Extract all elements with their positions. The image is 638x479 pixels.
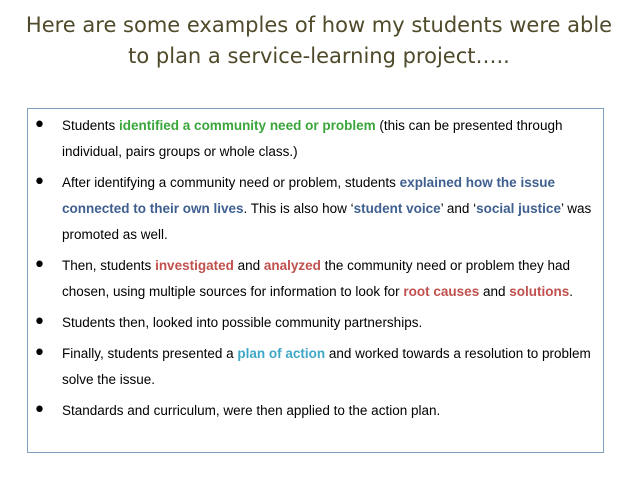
bullet-list bbox=[30, 113, 598, 429]
bullet-text: ’ and ‘ bbox=[440, 201, 477, 216]
bullet-text: ’ was promoted as well. bbox=[62, 201, 592, 242]
bullet-text: . This is also how ‘ bbox=[243, 201, 354, 216]
highlight-plan-of-action: plan of action bbox=[237, 346, 326, 361]
bullet-item bbox=[30, 398, 598, 424]
slide-title: Here are some examples of how my students were able to plan a service-learning project….. bbox=[25, 13, 613, 68]
bullet-text: and bbox=[233, 258, 264, 273]
bullet-text: Finally, students presented a bbox=[62, 346, 238, 361]
bullet-text: Students bbox=[62, 118, 120, 133]
bullet-item bbox=[30, 113, 598, 165]
bullet-dot: • bbox=[33, 341, 46, 366]
bullet-dot: • bbox=[33, 398, 46, 423]
bullet-item bbox=[30, 253, 598, 305]
bullet-text: Students then, looked into possible community partnerships. bbox=[62, 315, 423, 330]
highlight-social-justice: social justice bbox=[476, 201, 561, 216]
highlight-investigated: investigated bbox=[155, 258, 234, 273]
bullet-dot: • bbox=[33, 253, 46, 278]
highlight-solutions: solutions bbox=[509, 284, 570, 299]
highlight-root-causes: root causes bbox=[403, 284, 480, 299]
highlight-analyzed: analyzed bbox=[263, 258, 321, 273]
bullet-item bbox=[30, 170, 598, 248]
bullet-dot: • bbox=[33, 310, 46, 335]
bullet-item bbox=[30, 310, 598, 336]
bullet-text: After identifying a community need or problem, students bbox=[62, 175, 400, 190]
bullet-text: (this can be presented through individual, pairs groups or whole class.) bbox=[62, 118, 563, 159]
bullet-dot: • bbox=[33, 170, 46, 195]
bullet-text: and worked towards a resolution to problem solve the issue. bbox=[62, 346, 591, 387]
bullet-item bbox=[30, 341, 598, 393]
bullet-text: the community need or problem they had chosen, using multiple sources for information to look for bbox=[62, 258, 571, 299]
bullet-text: Then, students bbox=[62, 258, 156, 273]
bullet-text: . bbox=[569, 284, 573, 299]
highlight-explained-how: explained how the issue connected to their own lives bbox=[62, 175, 555, 216]
highlight-identified-need: identified a community need or problem bbox=[119, 118, 376, 133]
highlight-student-voice: student voice bbox=[353, 201, 441, 216]
bullet-text: Standards and curriculum, were then applied to the action plan. bbox=[62, 403, 441, 418]
bullet-text: and bbox=[479, 284, 510, 299]
bullet-dot: • bbox=[33, 113, 46, 138]
